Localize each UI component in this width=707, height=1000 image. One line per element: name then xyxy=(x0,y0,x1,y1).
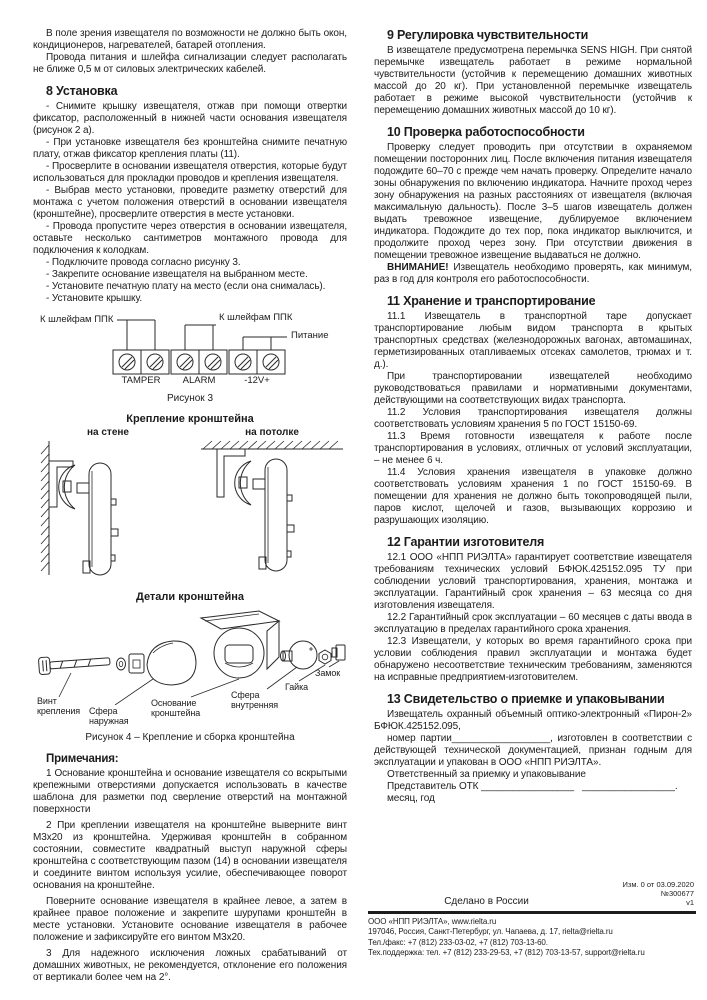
wall-mount-label: на стене xyxy=(86,427,129,438)
outer-sphere-label: Сфера наружная xyxy=(89,706,129,726)
footer-divider xyxy=(368,911,696,914)
otk-label: Представитель ОТК xyxy=(387,781,479,792)
section-12-paragraph: 12.2 Гарантийный срок эксплуатации – 60 месяцев с даты ввода в эксплуатацию в пределах гарантийного срока хранения. xyxy=(374,612,692,635)
warning-paragraph xyxy=(374,262,692,286)
install-step: - Выбрав место установки, проведите разметку отверстий для монтажа с учетом положения отверстий в основании извещателя (кронштейне), просверлите отверстия в месте установки. xyxy=(33,185,347,220)
figure-3-caption: Рисунок 3 xyxy=(166,393,214,404)
section-9-body: В извещателе предусмотрена перемычка SENS HIGH. При снятой перемычке извещатель работает в режиме нормальной чувствительности (устойчив к перемещению домашних животных массой до 20 кг). При установленной перемычке извещатель работает в режиме высокой чувствительности (устойчив к перемещению домашних животных массой до 10 кг). xyxy=(374,45,692,116)
mounting-title: Крепление кронштейна xyxy=(126,413,254,425)
lock-label: Замок xyxy=(315,668,341,678)
note-paragraph: 3 Для надежного исключения ложных срабатываний от домашних животных, не рекомендуется, отклонение его положения от вертикали более чем на 2°. xyxy=(33,948,347,983)
revision-date: Изм. 0 от 03.09.2020 xyxy=(622,880,694,889)
date-blank: _________________. xyxy=(581,781,678,792)
warning-label: ВНИМАНИЕ! xyxy=(387,262,449,273)
wall-mount-drawing xyxy=(33,439,173,577)
section-12-paragraph: 12.1 ООО «НПП РИЭЛТА» гарантирует соответствие извещателя требованиям технических условий БФЮК.425152.095 ТУ при соблюдении условий транспортирования, хранения, монтажа и эксплуатации. Гарантийный срок хранения – 63 месяца со дня изготовления извещателя. xyxy=(374,552,692,611)
figure-3-terminal-diagram xyxy=(40,312,340,390)
revision-version: v1 xyxy=(686,897,694,907)
warning-text: Извещатель необходимо проверять, как минимум, раз в год для контроля его работоспособности. xyxy=(374,262,692,285)
section-10-title: 10 Проверка работоспособности xyxy=(387,125,585,139)
note-paragraph: 1 Основание кронштейна и основание извещателя со вскрытыми крепежными отверстиями допускается использовать в качестве шаблона для разметки под сверление отверстий на монтажной поверхности xyxy=(33,768,347,815)
install-step: - Подключите провода согласно рисунку 3. xyxy=(46,257,241,268)
screw-label: Винт крепления xyxy=(37,696,81,716)
section-13-responsible: Ответственный за приемку и упаковывание xyxy=(387,769,586,780)
notes-title: Примечания: xyxy=(46,753,119,765)
inner-sphere-label: Сфера внутренняя xyxy=(231,690,279,710)
revision-block xyxy=(623,881,694,907)
section-12-title: 12 Гарантии изготовителя xyxy=(387,535,545,549)
section-11-title: 11 Хранение и транспортирование xyxy=(387,294,596,308)
footer-support-line: Тех.поддержка: тел. +7 (812) 233-29-53, +7 (812) 703-13-57, support@rielta.ru xyxy=(368,948,645,958)
section-11-paragraph: 11.4 Условия хранения извещателя в упаковке должно соответствовать условиям хранения 1 по ГОСТ 15150-69. В помещении для хранения не должно быть токопроводящей пыли, паров кислот, щелочей и газов, вызывающих коррозию и разрушающих изоляцию. xyxy=(374,467,692,526)
left-column xyxy=(33,28,347,984)
terminal-label-tamper: TAMPER xyxy=(121,375,161,386)
wire-label-ppk-left: К шлейфам ППК xyxy=(40,314,114,325)
footer-phone-line: Тел./факс: +7 (812) 233-03-02, +7 (812) 703-13-60. xyxy=(368,937,548,947)
month-year-hint: месяц, год xyxy=(387,793,435,804)
section-13-product: Извещатель охранный объемный оптико-электронный «Пирон-2» БФЮК.425152.095, xyxy=(374,709,692,732)
section-11-paragraph: При транспортировании извещателей необходимо руководствоваться правилами и нормативными документами, действующими на соответствующих видах транспорта. xyxy=(374,371,692,406)
otk-signature-line xyxy=(374,781,692,793)
right-column xyxy=(374,28,692,805)
mounting-figures xyxy=(33,427,347,582)
install-step: - Установите крышку. xyxy=(46,293,143,304)
terminal-label-12v: -12V+ xyxy=(244,375,270,386)
section-11-paragraph: 11.3 Время готовности извещателя к работе после транспортирования в условиях, отличных от условий эксплуатации, – не менее 6 ч. xyxy=(374,431,692,466)
footer-contacts xyxy=(368,917,700,959)
revision-number: №300677 xyxy=(660,888,694,898)
intro-paragraph: В поле зрения извещателя по возможности не должно быть окон, кондиционеров, нагревателей, батарей отопления. xyxy=(33,28,347,51)
made-in-russia: Сделано в России xyxy=(444,896,529,907)
signature-blank: _________________ xyxy=(481,781,574,792)
install-step: - Провода пропустите через отверстия в основании извещателя, оставьте несколько сантиметров монтажного провода для подключения к колодкам. xyxy=(33,221,347,256)
intro-paragraph: Провода питания и шлейфа сигнализации следует располагать не ближе 0,5 м от силовых электрических кабелей. xyxy=(33,52,347,75)
section-13-title: 13 Свидетельство о приемке и упаковывании xyxy=(387,692,665,706)
install-step: - Просверлите в основании извещателя отверстия, которые будут использоваться для прокладки проводов и крепления извещателя. xyxy=(33,161,347,184)
section-11-paragraph: 11.2 Условия транспортирования извещателя должны соответствовать условиям хранения 5 по ГОСТ 15150-69. xyxy=(374,407,692,430)
section-11-paragraph: 11.1 Извещатель в транспортной таре допускает транспортирование любым видом транспорта в крытых транспортных средствах (железнодорожных вагонах, автомашинах, герметизированных отапливаемых отсеках самолетов, трюмах и т. д.). xyxy=(374,311,692,370)
section-13-batch: номер партии__________________, изготовлен в соответствии с действующей технической документацией, признан годным для эксплуатации и упакован в ООО «НПП РИЭЛТА». xyxy=(374,733,692,768)
note-paragraph: Поверните основание извещателя в крайнее левое, а затем в крайнее правое положение и закрепите шурупами кронштейн в месте установки. Установите основание извещателя в рабочее положение и зафиксируйте его винтом М3х20. xyxy=(33,896,347,943)
section-9-title: 9 Регулировка чувствительности xyxy=(387,28,589,42)
ceiling-mount-drawing xyxy=(197,439,347,577)
wire-label-power: Питание xyxy=(291,330,329,341)
footer-company-line: ООО «НПП РИЭЛТА», www.rielta.ru xyxy=(368,917,497,926)
note-paragraph: 2 При креплении извещателя на кронштейне выверните винт М3х20 из кронштейна. Удерживая кронштейн в собранном состоянии, совместите квадратный выступ наружной сферы кронштейна с соответствующим пазом (14) в основании извещателя и соедините винтом используя усилие, обеспечивающее поворот основания на кронштейне. xyxy=(33,820,347,891)
section-8-title: 8 Установка xyxy=(46,84,118,98)
bracket-parts-title: Детали кронштейна xyxy=(135,591,245,603)
wall-mount-figure xyxy=(33,427,183,582)
bracket-base-label: Основание кронштейна xyxy=(151,698,201,718)
ceiling-mount-figure xyxy=(197,427,347,582)
install-step: - Установите печатную плату на место (если она снималась). xyxy=(46,281,326,292)
figure-4-exploded-view xyxy=(33,605,347,729)
install-step: - Закрепите основание извещателя на выбранном месте. xyxy=(46,269,308,280)
install-step: - При установке извещателя без кронштейна снимите печатную плату, отжав фиксатор крепления платы (11). xyxy=(33,137,347,160)
ceiling-mount-label: на потолке xyxy=(245,427,299,438)
wire-label-ppk-right: К шлейфам ППК xyxy=(219,312,293,323)
install-step: - Снимите крышку извещателя, отжав при помощи отвертки фиксатор, расположенный в нижней части основания извещателя (рисунок 2 а). xyxy=(33,101,347,136)
figure-4-caption: Рисунок 4 – Крепление и сборка кронштейна xyxy=(85,732,295,743)
footer-address-line: 197046, Россия, Санкт-Петербург, ул. Чапаева, д. 17, rielta@rielta.ru xyxy=(368,927,613,937)
section-10-body: Проверку следует проводить при отсутствии в охраняемом помещении посторонних лиц. После включения питания извещателя подождите 60–70 с прежде чем начать проверку. Определите начало зоны обнаружения по включению индикатора. Начните проход через зону обнаружения на разных расстояниях от извещателя (включая максимальную дальность). После 3–5 шагов извещатель должен выдать тревожное извещение, дублируемое включением индикатора. Подождите до тех пор, пока индикатор выключится, и продолжите проход через зону. При отсутствии движения в помещении тревожное извещение выдаваться не должно. xyxy=(374,142,692,261)
nut-label: Гайка xyxy=(285,682,309,692)
terminal-label-alarm: ALARM xyxy=(182,375,216,386)
section-12-paragraph: 12.3 Извещатели, у которых во время гарантийного срока при условии соблюдения правил эксплуатации и монтажа будет обнаружено несоответствие техническим требованиям, заменяются на исправные предприятием-изготовителем. xyxy=(374,636,692,683)
